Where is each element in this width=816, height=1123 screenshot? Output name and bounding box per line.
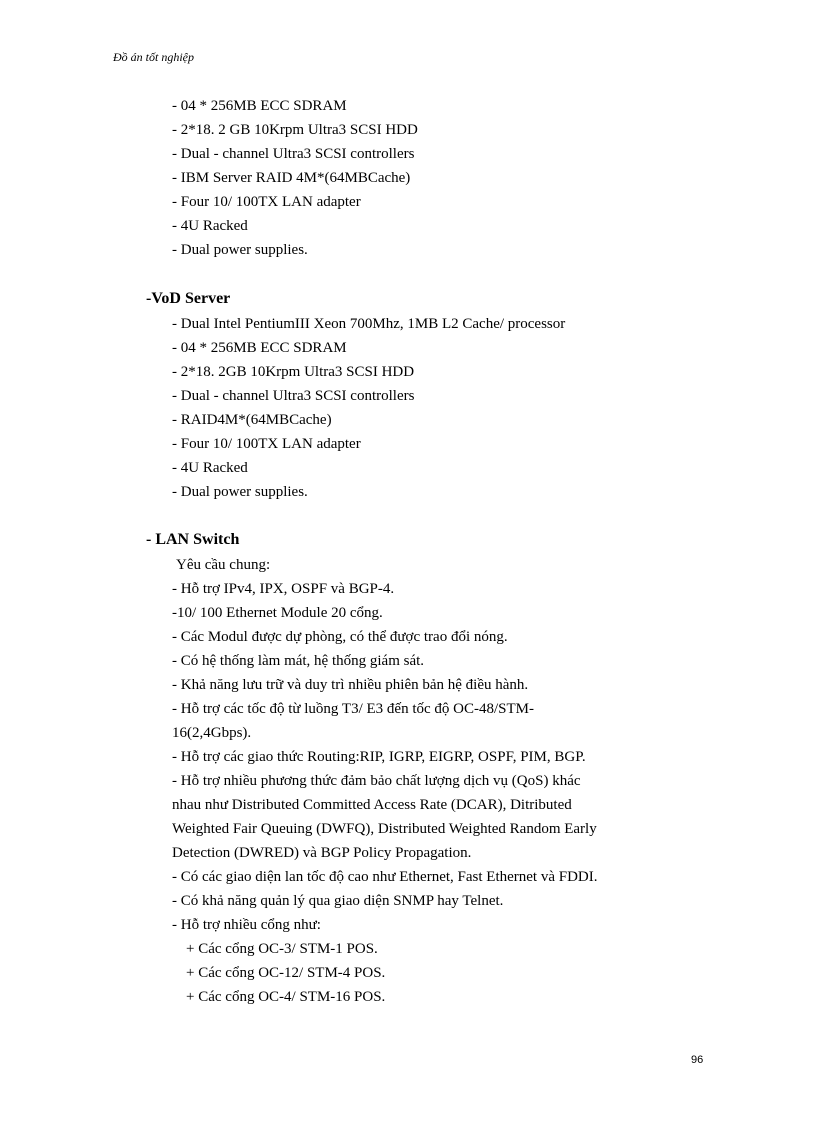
list-item: - 4U Racked	[172, 460, 248, 476]
list-item: Detection (DWRED) và BGP Policy Propagation.	[172, 845, 472, 861]
page-number: 96	[691, 1054, 704, 1066]
list-item: 16(2,4Gbps).	[172, 725, 252, 741]
list-item: - Four 10/ 100TX LAN adapter	[172, 436, 361, 452]
lan-switch-content	[0, 553, 816, 1009]
list-item: - Các Modul được dự phòng, có thể được trao đổi nóng.	[172, 629, 508, 645]
list-item: - Hỗ trợ các tốc độ từ luồng T3/ E3 đến tốc độ OC-48/STM-	[172, 701, 534, 717]
list-item: - Có khả năng quản lý qua giao diện SNMP hay Telnet.	[172, 893, 504, 909]
list-item: Weighted Fair Queuing (DWFQ), Distributed Weighted Random Early	[172, 821, 597, 837]
list-item: -10/ 100 Ethernet Module 20 cổng.	[172, 605, 383, 621]
vod-server-heading: -VoD Server	[146, 290, 231, 307]
list-item: - Hỗ trợ các giao thức Routing:RIP, IGRP, EIGRP, OSPF, PIM, BGP.	[172, 749, 586, 765]
list-item: - Có hệ thống làm mát, hệ thống giám sát.	[172, 653, 425, 669]
list-item: nhau như Distributed Committed Access Rate (DCAR), Ditributed	[172, 797, 572, 813]
list-item: - 4U Racked	[172, 218, 248, 234]
list-item: - Dual - channel Ultra3 SCSI controllers	[172, 388, 415, 404]
list-item: - Dual power supplies.	[172, 484, 308, 500]
list-item: - Hỗ trợ nhiều cổng như:	[172, 917, 321, 933]
list-item: - 04 * 256MB ECC SDRAM	[172, 98, 347, 114]
port-item: + Các cổng OC-3/ STM-1 POS.	[186, 941, 378, 957]
list-item: - 2*18. 2 GB 10Krpm Ultra3 SCSI HDD	[172, 122, 418, 138]
list-item: - RAID4M*(64MBCache)	[172, 412, 332, 428]
port-item: + Các cổng OC-4/ STM-16 POS.	[186, 989, 386, 1005]
vod-server-spec-list	[0, 312, 816, 504]
list-item: - Khả năng lưu trữ và duy trì nhiều phiên bản hệ điều hành.	[172, 677, 529, 693]
list-item: - Hỗ trợ nhiều phương thức đảm bảo chất lượng dịch vụ (QoS) khác	[172, 773, 581, 789]
requirements-label: Yêu cầu chung:	[176, 557, 271, 573]
port-item: + Các cổng OC-12/ STM-4 POS.	[186, 965, 386, 981]
list-item: - IBM Server RAID 4M*(64MBCache)	[172, 170, 411, 186]
list-item: - Dual - channel Ultra3 SCSI controllers	[172, 146, 415, 162]
list-item: - Dual Intel PentiumIII Xeon 700Mhz, 1MB L2 Cache/ processor	[172, 316, 566, 332]
list-item: - 2*18. 2GB 10Krpm Ultra3 SCSI HDD	[172, 364, 415, 380]
list-item: - Có các giao diện lan tốc độ cao như Ethernet, Fast Ethernet và FDDI.	[172, 869, 598, 885]
list-item: - 04 * 256MB ECC SDRAM	[172, 340, 347, 356]
header-title: Đồ án tốt nghiệp	[113, 50, 194, 64]
top-spec-list	[0, 94, 816, 262]
list-item: - Four 10/ 100TX LAN adapter	[172, 194, 361, 210]
list-item: - Hỗ trợ IPv4, IPX, OSPF và BGP-4.	[172, 581, 395, 597]
lan-switch-heading: - LAN Switch	[146, 531, 240, 548]
list-item: - Dual power supplies.	[172, 242, 308, 258]
